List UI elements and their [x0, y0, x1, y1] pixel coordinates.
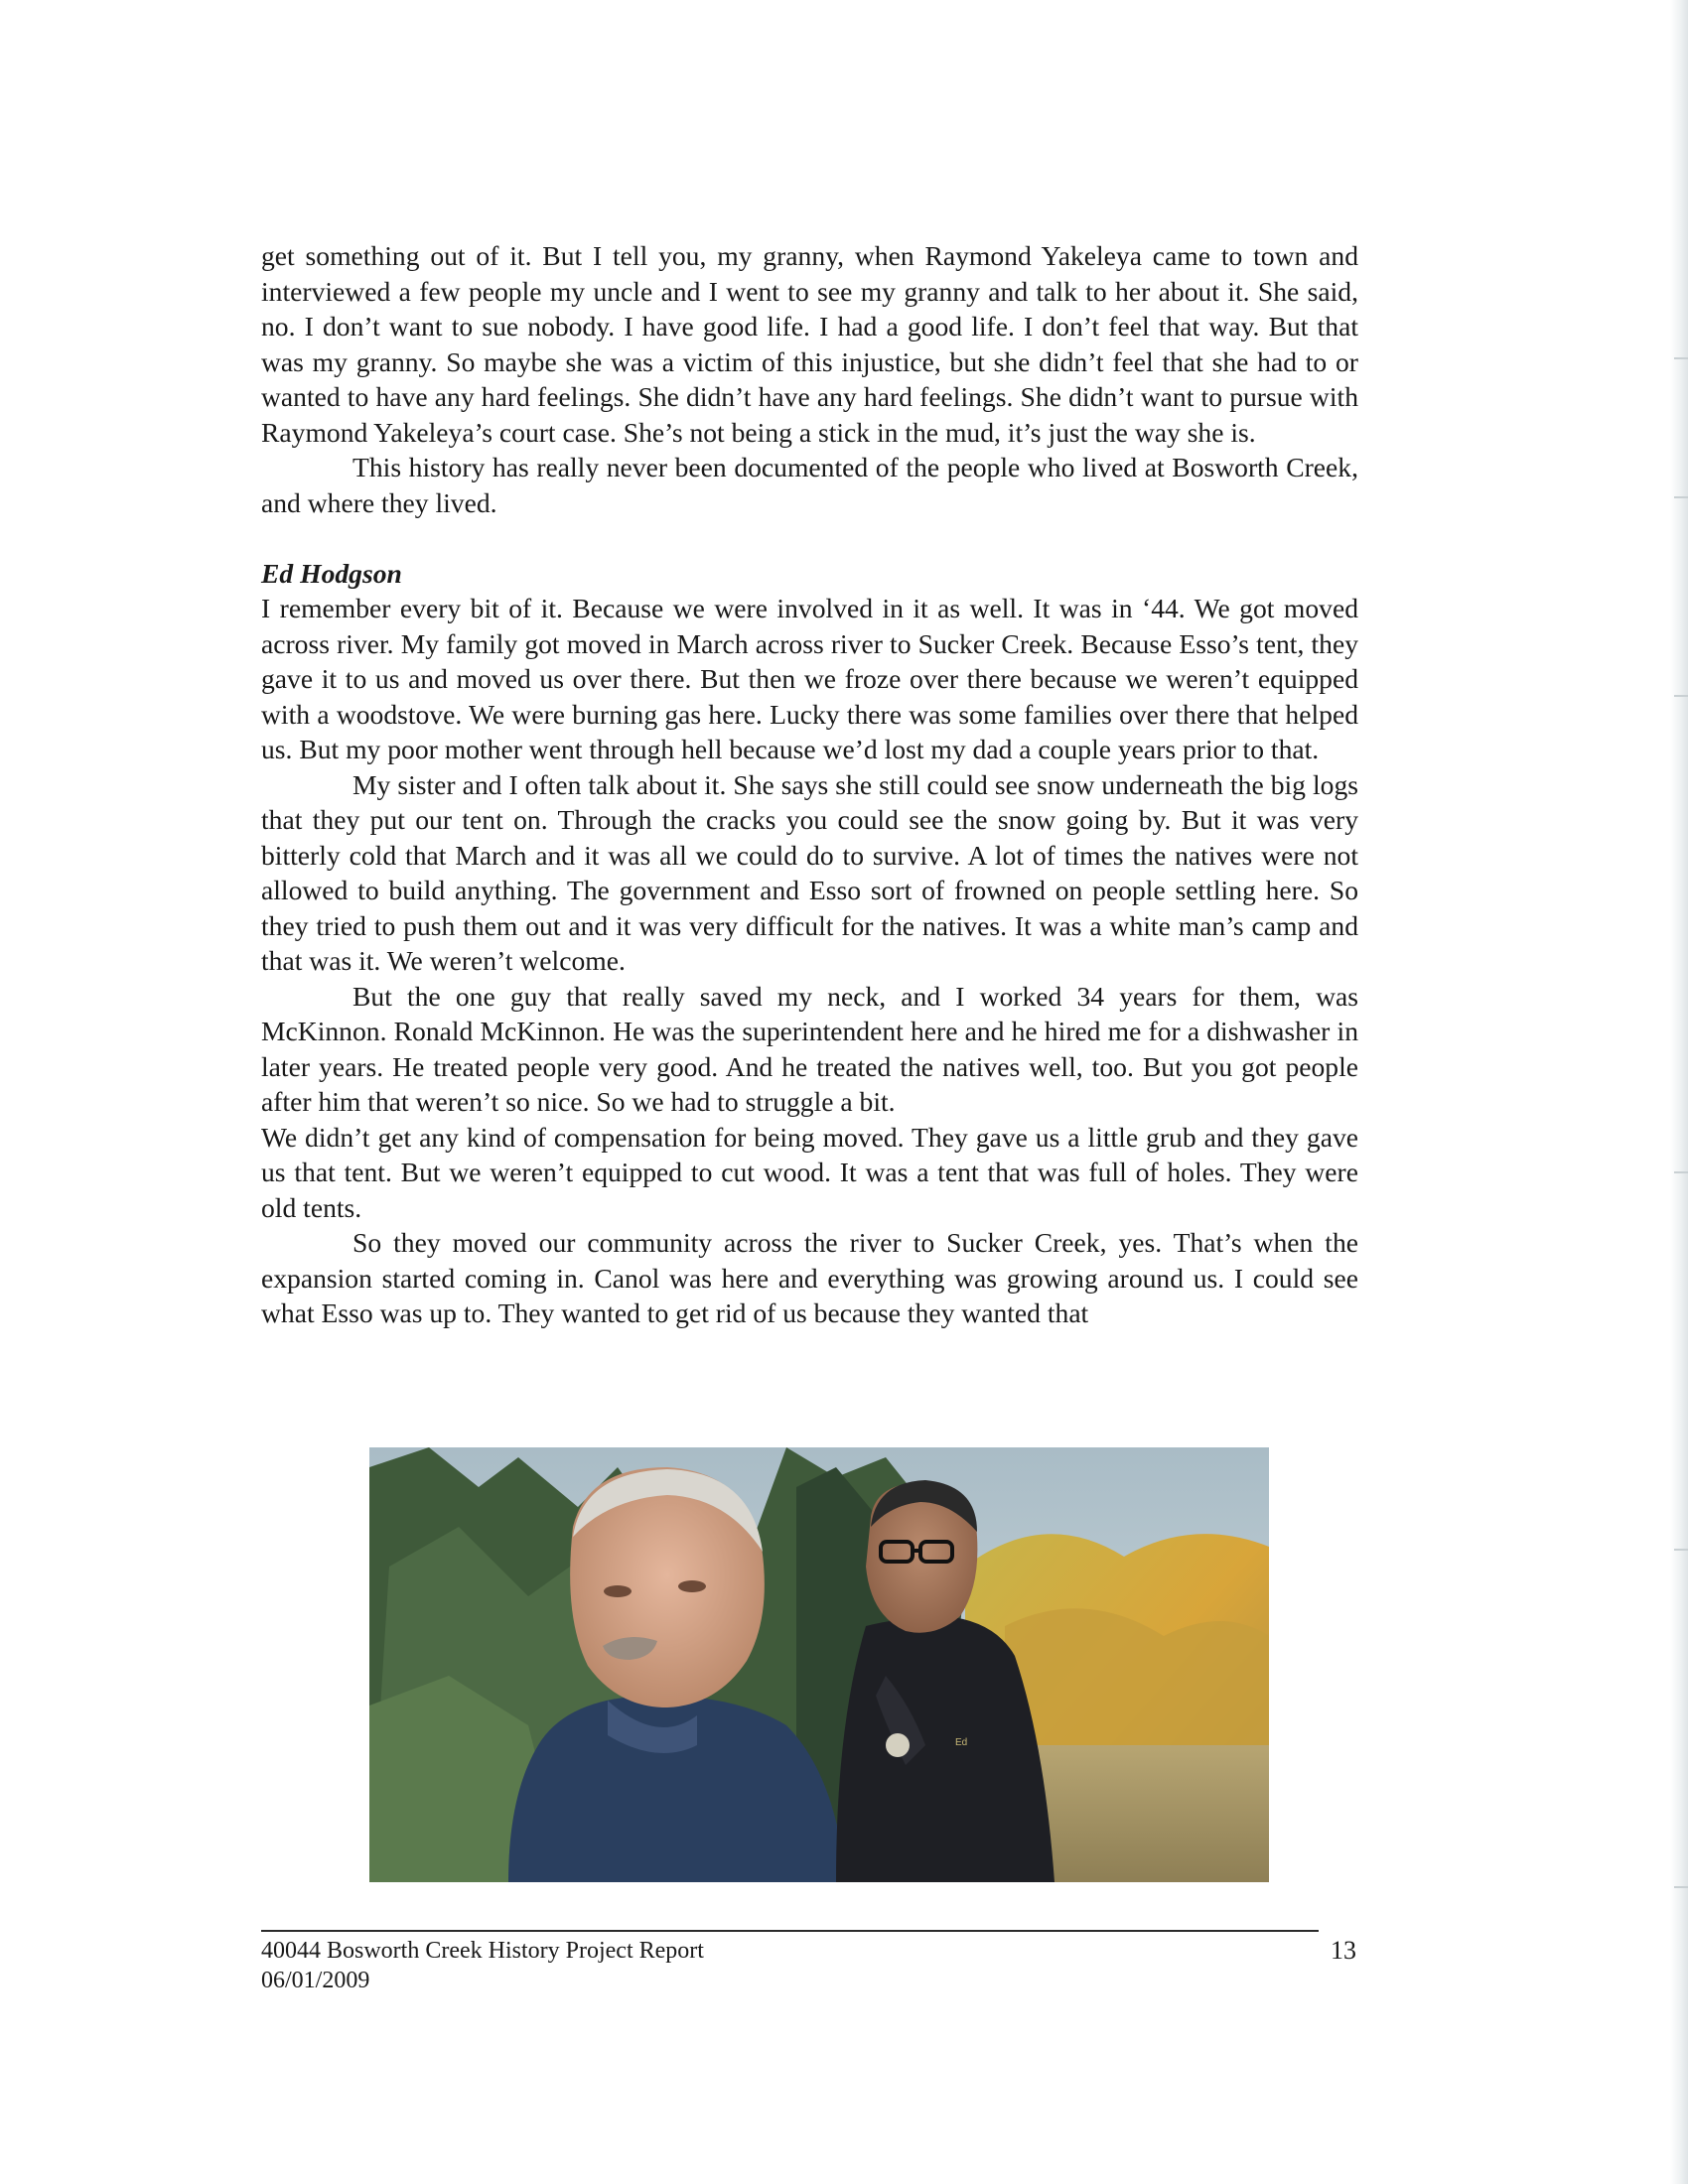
- scan-edge-mark: [1674, 1886, 1688, 1888]
- paragraph: So they moved our community across the river to Sucker Creek, yes. That’s when the expansion started coming in. Canol was here and everything was growing around us. I could see what Esso was up to. They wanted to get rid of us because they wanted that: [261, 1227, 1358, 1328]
- paragraph: This history has really never been documented of the people who lived at Bosworth Creek, and where they lived.: [261, 452, 1358, 518]
- paragraph: My sister and I often talk about it. She says she still could see snow underneath the big logs that they put our tent on. Through the cracks you could see the snow going by. But it was very bitterly cold that March and it was all we could do to survive. A lot of times the natives were not allowed to build anything. The government and Esso sort of frowned on people settling here. So they tried to push them out and it was very difficult for the natives. It was a white man’s camp and that was it. We weren’t welcome.: [261, 768, 1358, 976]
- footer-report-title: 40044 Bosworth Creek History Project Report: [261, 1938, 704, 1964]
- jacket-text: Ed: [955, 1737, 968, 1748]
- photo-illustration: [369, 1447, 1269, 1882]
- scan-edge-mark: [1674, 496, 1688, 498]
- body-text: [261, 238, 1358, 1331]
- scan-edge: [1670, 0, 1688, 2184]
- paragraph: I remember every bit of it. Because we were involved in it as well. It was in ‘44. We got moved across river. My family got moved in March across river to Sucker Creek. Because Esso’s tent, they gave it to us and moved us over there. But then we froze over there because we weren’t equipped with a woodstove. We were burning gas here. Lucky there was some families over there that helped us. But my poor mother went through hell because we’d lost my dad a couple years prior to that.: [261, 593, 1358, 764]
- footer-date: 06/01/2009: [261, 1968, 370, 1993]
- scan-edge-mark: [1674, 1549, 1688, 1551]
- jacket-logo: [886, 1733, 910, 1757]
- paragraph: But the one guy that really saved my neck, and I worked 34 years for them, was McKinnon. Ronald McKinnon. He was the superintendent here and he hired me for a dishwasher in later years. He treated people very good. And he treated the natives well, too. But you got people after him that weren’t so nice. So we had to struggle a bit.: [261, 980, 1358, 1117]
- footer-rule: [261, 1930, 1319, 1932]
- scan-edge-mark: [1674, 357, 1688, 359]
- scan-edge-mark: [1674, 695, 1688, 697]
- page-number: 13: [1331, 1936, 1356, 1965]
- photo-two-men-outdoors: [369, 1447, 1269, 1882]
- paragraph: get something out of it. But I tell you, my granny, when Raymond Yakeleya came to town and interviewed a few people my uncle and I went to see my granny and talk to her about it. She said, no. I don’t want to sue nobody. I have good life. I had a good life. I don’t feel that way. But that was my granny. So maybe she was a victim of this injustice, but she didn’t feel that she had to or wanted to have any hard feelings. She didn’t have any hard feelings. She didn’t want to pursue with Raymond Yakeleya’s court case. She’s not being a stick in the mud, it’s just the way she is.: [261, 240, 1358, 448]
- paragraph: We didn’t get any kind of compensation for being moved. They gave us a little grub and they gave us that tent. But we weren’t equipped to cut wood. It was a tent that was full of holes. They were old tents.: [261, 1121, 1358, 1223]
- speaker-name: Ed Hodgson: [261, 557, 402, 589]
- scan-edge-mark: [1674, 1171, 1688, 1173]
